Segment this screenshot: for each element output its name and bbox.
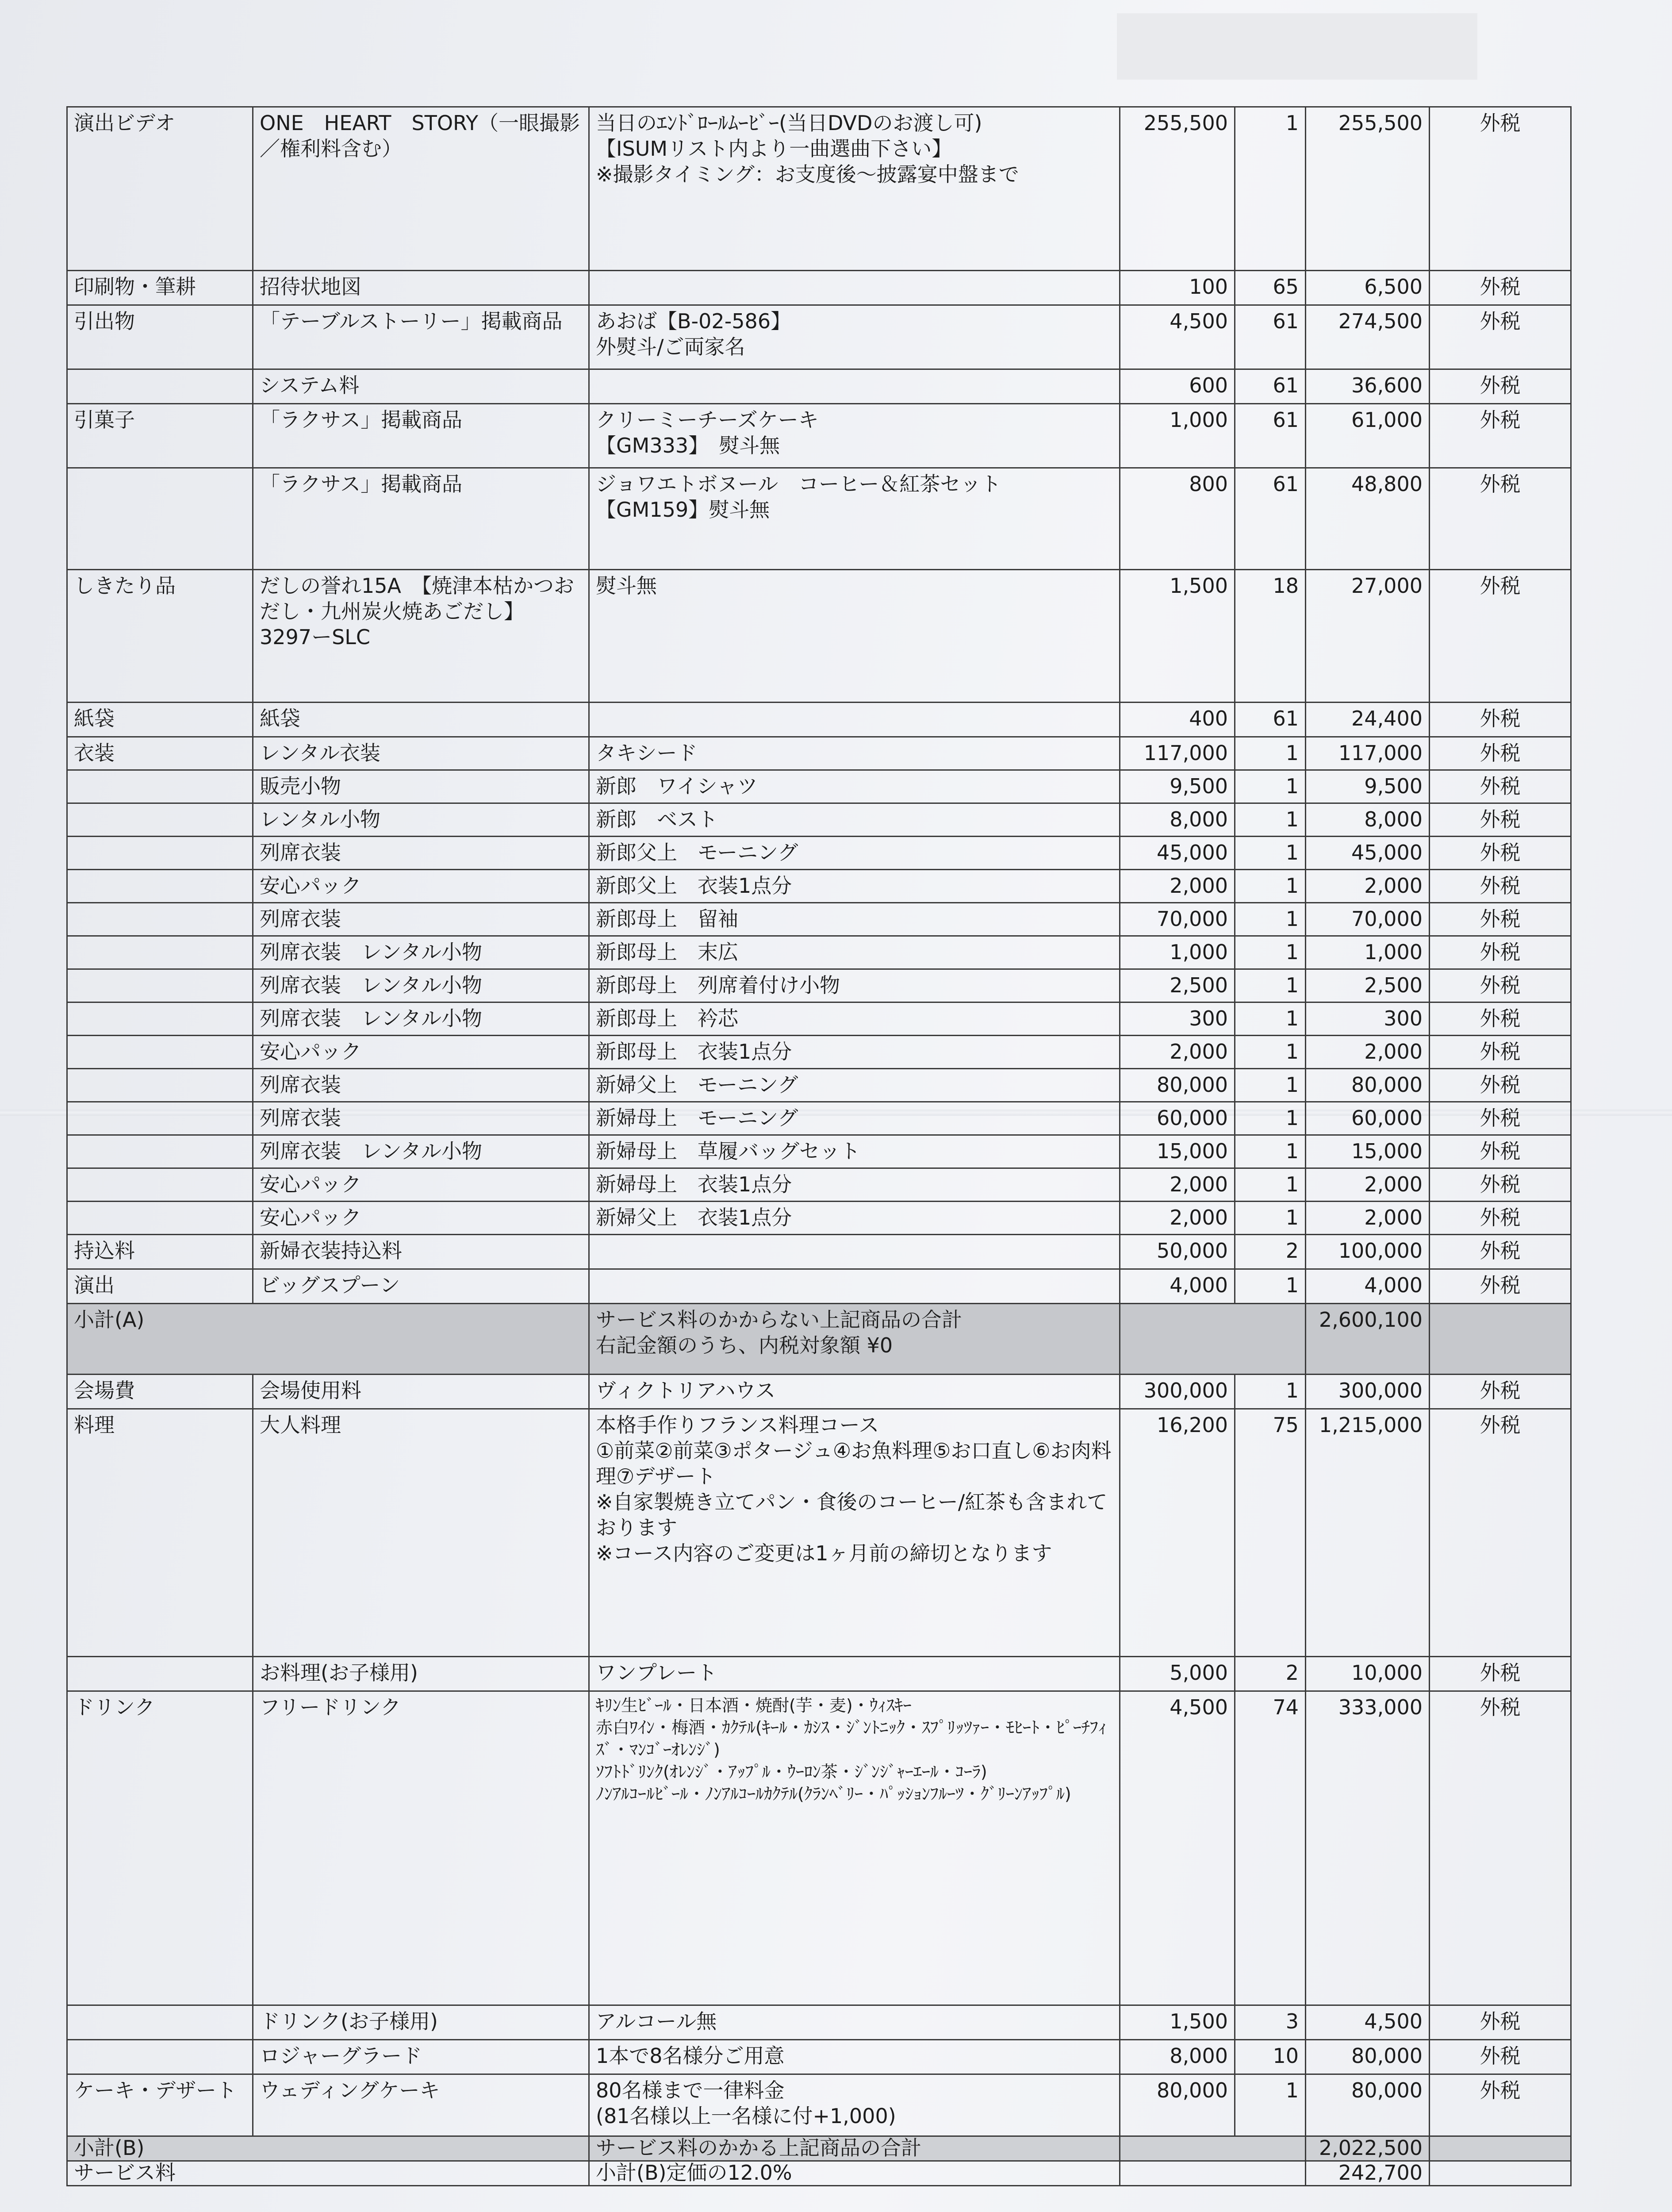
quantity-cell: 10 — [1235, 2040, 1306, 2074]
amount-cell: 6,500 — [1306, 271, 1430, 305]
unit-price-cell: 2,000 — [1120, 1202, 1235, 1235]
unit-price-cell: 2,000 — [1120, 870, 1235, 903]
subtotal-b-description: サービス料のかかる上記商品の合計 — [589, 2136, 1120, 2161]
unit-price-cell: 8,000 — [1120, 803, 1235, 837]
unit-price-cell: 255,500 — [1120, 107, 1235, 271]
table-row — [67, 803, 1571, 837]
subtotal-b-label: 小計(B) — [67, 2136, 589, 2161]
table-row — [67, 2074, 1571, 2136]
category-cell — [67, 369, 253, 404]
amount-cell: 4,500 — [1306, 2005, 1430, 2040]
empty-cell — [1120, 2136, 1306, 2161]
amount-cell: 80,000 — [1306, 1069, 1430, 1102]
tax-type-cell: 外税 — [1430, 903, 1571, 936]
item-cell: 安心パック — [253, 870, 589, 903]
tax-type-cell: 外税 — [1430, 107, 1571, 271]
table-row — [67, 404, 1571, 468]
service-fee-row — [67, 2161, 1571, 2186]
quantity-cell: 1 — [1235, 969, 1306, 1002]
quantity-cell: 1 — [1235, 1269, 1306, 1304]
quantity-cell: 1 — [1235, 903, 1306, 936]
table-row — [67, 903, 1571, 936]
quantity-cell: 61 — [1235, 404, 1306, 468]
quantity-cell: 61 — [1235, 369, 1306, 404]
description-cell: 新郎母上 留袖 — [589, 903, 1120, 936]
unit-price-cell: 8,000 — [1120, 2040, 1235, 2074]
description-cell: 新婦母上 モーニング — [589, 1102, 1120, 1135]
subtotal-a-description: サービス料のかからない上記商品の合計 右記金額のうち、内税対象額 ¥0 — [589, 1304, 1120, 1375]
quantity-cell: 1 — [1235, 737, 1306, 770]
description-cell: 熨斗無 — [589, 570, 1120, 703]
unit-price-cell: 800 — [1120, 468, 1235, 570]
description-cell — [589, 703, 1120, 737]
item-cell: 「テーブルストーリー」掲載商品 — [253, 305, 589, 369]
item-cell: 安心パック — [253, 1168, 589, 1202]
quantity-cell: 1 — [1235, 936, 1306, 969]
item-cell: 列席衣装 — [253, 903, 589, 936]
category-cell — [67, 1102, 253, 1135]
category-cell: 衣装 — [67, 737, 253, 770]
item-cell: レンタル衣装 — [253, 737, 589, 770]
description-cell: 新郎 ベスト — [589, 803, 1120, 837]
category-cell — [67, 837, 253, 870]
table-row — [67, 1269, 1571, 1304]
amount-cell: 1,215,000 — [1306, 1409, 1430, 1657]
table-row — [67, 1002, 1571, 1036]
category-cell — [67, 1135, 253, 1168]
quantity-cell: 1 — [1235, 1102, 1306, 1135]
description-cell: 新婦母上 衣装1点分 — [589, 1168, 1120, 1202]
subtotal-b-row — [67, 2136, 1571, 2161]
quantity-cell: 3 — [1235, 2005, 1306, 2040]
description-cell: 新婦父上 衣装1点分 — [589, 1202, 1120, 1235]
unit-price-cell: 1,500 — [1120, 570, 1235, 703]
description-cell — [589, 1269, 1120, 1304]
tax-type-cell: 外税 — [1430, 737, 1571, 770]
quantity-cell: 1 — [1235, 1375, 1306, 1409]
category-cell — [67, 803, 253, 837]
table-row — [67, 703, 1571, 737]
table-row — [67, 737, 1571, 770]
quantity-cell: 2 — [1235, 1235, 1306, 1269]
unit-price-cell: 16,200 — [1120, 1409, 1235, 1657]
amount-cell: 9,500 — [1306, 770, 1430, 803]
description-cell: ｷﾘﾝ生ﾋﾞｰﾙ・日本酒・焼酎(芋・麦)・ｳｨｽｷｰ 赤白ﾜｲﾝ・梅酒・ｶｸﾃﾙ(ｷｰﾙ・ｶｼｽ・ｼﾞﾝﾄﾆｯｸ・ｽﾌﾟﾘｯﾂｧｰ・ﾓﾋｰﾄ・ﾋﾟｰﾁﾌｨｽﾞ・ﾏﾝｺﾞｰｵﾚﾝｼﾞ) ｿﾌﾄﾄﾞﾘﾝｸ(ｵﾚﾝｼﾞ・ｱｯﾌﾟﾙ・ｳｰﾛﾝ茶・ｼﾞﾝｼﾞｬｰｴｰﾙ・ｺｰﾗ) ﾉﾝｱﾙｺｰﾙﾋﾞｰﾙ・ﾉﾝｱﾙｺｰﾙｶｸﾃﾙ(ｸﾗﾝﾍﾞﾘｰ・ﾊﾟｯｼｮﾝﾌﾙｰﾂ・ｸﾞﾘｰﾝｱｯﾌﾟﾙ) — [589, 1691, 1120, 2005]
item-cell: 列席衣装 レンタル小物 — [253, 1002, 589, 1036]
category-cell — [67, 936, 253, 969]
description-cell: あおば【B-02-586】 外熨斗/ご両家名 — [589, 305, 1120, 369]
estimate-table — [66, 106, 1572, 2186]
quantity-cell: 61 — [1235, 703, 1306, 737]
quantity-cell: 1 — [1235, 1168, 1306, 1202]
description-cell: 新郎母上 衣装1点分 — [589, 1036, 1120, 1069]
category-cell — [67, 1069, 253, 1102]
amount-cell: 60,000 — [1306, 1102, 1430, 1135]
table-row — [67, 969, 1571, 1002]
tax-type-cell: 外税 — [1430, 468, 1571, 570]
category-cell — [67, 770, 253, 803]
category-cell: 演出 — [67, 1269, 253, 1304]
unit-price-cell: 5,000 — [1120, 1657, 1235, 1691]
tax-type-cell: 外税 — [1430, 1102, 1571, 1135]
service-fee-amount: 242,700 — [1306, 2161, 1430, 2186]
tax-type-cell: 外税 — [1430, 2005, 1571, 2040]
tax-type-cell: 外税 — [1430, 1269, 1571, 1304]
amount-cell: 80,000 — [1306, 2074, 1430, 2136]
tax-type-cell: 外税 — [1430, 936, 1571, 969]
item-cell: ウェディングケーキ — [253, 2074, 589, 2136]
table-row — [67, 1375, 1571, 1409]
description-cell: 新婦父上 モーニング — [589, 1069, 1120, 1102]
unit-price-cell: 117,000 — [1120, 737, 1235, 770]
unit-price-cell: 300,000 — [1120, 1375, 1235, 1409]
description-cell: 当日のｴﾝﾄﾞﾛｰﾙﾑｰﾋﾞｰ(当日DVDのお渡し可) 【ISUMリスト内より一曲選曲下さい】 ※撮影タイミング：お支度後～披露宴中盤まで — [589, 107, 1120, 271]
tax-type-cell: 外税 — [1430, 1135, 1571, 1168]
category-cell — [67, 870, 253, 903]
amount-cell: 45,000 — [1306, 837, 1430, 870]
category-cell — [67, 2005, 253, 2040]
amount-cell: 80,000 — [1306, 2040, 1430, 2074]
description-cell — [589, 369, 1120, 404]
tax-type-cell: 外税 — [1430, 305, 1571, 369]
quantity-cell: 1 — [1235, 1135, 1306, 1168]
amount-cell: 8,000 — [1306, 803, 1430, 837]
service-fee-description: 小計(B)定価の12.0% — [589, 2161, 1120, 2186]
category-cell: 会場費 — [67, 1375, 253, 1409]
tax-type-cell: 外税 — [1430, 703, 1571, 737]
description-cell: アルコール無 — [589, 2005, 1120, 2040]
tax-type-cell: 外税 — [1430, 1002, 1571, 1036]
empty-cell — [1120, 2161, 1306, 2186]
table-row — [67, 1036, 1571, 1069]
table-row — [67, 1235, 1571, 1269]
item-cell: 列席衣装 レンタル小物 — [253, 1135, 589, 1168]
table-row — [67, 1691, 1571, 2005]
description-cell: 新郎母上 末広 — [589, 936, 1120, 969]
table-row — [67, 2005, 1571, 2040]
quantity-cell: 1 — [1235, 770, 1306, 803]
table-row — [67, 770, 1571, 803]
category-cell: 印刷物・筆耕 — [67, 271, 253, 305]
table-row — [67, 107, 1571, 271]
category-cell: 引菓子 — [67, 404, 253, 468]
table-row — [67, 1102, 1571, 1135]
subtotal-a-amount: 2,600,100 — [1306, 1304, 1430, 1375]
quantity-cell: 1 — [1235, 1036, 1306, 1069]
quantity-cell: 75 — [1235, 1409, 1306, 1657]
item-cell: 「ラクサス」掲載商品 — [253, 468, 589, 570]
description-cell: タキシード — [589, 737, 1120, 770]
item-cell: だしの誉れ15A 【焼津本枯かつおだし・九州炭火焼あごだし】 3297ーSLC — [253, 570, 589, 703]
quantity-cell: 1 — [1235, 1202, 1306, 1235]
tax-type-cell: 外税 — [1430, 1691, 1571, 2005]
description-cell: 新郎父上 衣装1点分 — [589, 870, 1120, 903]
quantity-cell: 61 — [1235, 305, 1306, 369]
table-row — [67, 1657, 1571, 1691]
empty-cell — [1430, 1304, 1571, 1375]
amount-cell: 70,000 — [1306, 903, 1430, 936]
item-cell: 新婦衣装持込料 — [253, 1235, 589, 1269]
description-cell: ヴィクトリアハウス — [589, 1375, 1120, 1409]
description-cell: クリーミーチーズケーキ 【GM333】 熨斗無 — [589, 404, 1120, 468]
table-row — [67, 570, 1571, 703]
table-row — [67, 369, 1571, 404]
category-cell — [67, 969, 253, 1002]
description-cell: 80名様まで一律料金 (81名様以上一名様に付+1,000) — [589, 2074, 1120, 2136]
tax-type-cell: 外税 — [1430, 1375, 1571, 1409]
table-row — [67, 468, 1571, 570]
amount-cell: 2,500 — [1306, 969, 1430, 1002]
description-cell: 新郎母上 列席着付け小物 — [589, 969, 1120, 1002]
subtotal-a-row — [67, 1304, 1571, 1375]
item-cell: 紙袋 — [253, 703, 589, 737]
unit-price-cell: 400 — [1120, 703, 1235, 737]
amount-cell: 2,000 — [1306, 1202, 1430, 1235]
tax-type-cell: 外税 — [1430, 1202, 1571, 1235]
unit-price-cell: 4,500 — [1120, 1691, 1235, 2005]
quantity-cell: 1 — [1235, 870, 1306, 903]
unit-price-cell: 60,000 — [1120, 1102, 1235, 1135]
unit-price-cell: 2,000 — [1120, 1036, 1235, 1069]
table-row — [67, 936, 1571, 969]
amount-cell: 4,000 — [1306, 1269, 1430, 1304]
quantity-cell: 1 — [1235, 803, 1306, 837]
unit-price-cell: 80,000 — [1120, 2074, 1235, 2136]
quantity-cell: 65 — [1235, 271, 1306, 305]
item-cell: 安心パック — [253, 1036, 589, 1069]
amount-cell: 36,600 — [1306, 369, 1430, 404]
tax-type-cell: 外税 — [1430, 2074, 1571, 2136]
table-row — [67, 305, 1571, 369]
table-row — [67, 1168, 1571, 1202]
category-cell — [67, 1202, 253, 1235]
quantity-cell: 74 — [1235, 1691, 1306, 2005]
quantity-cell: 1 — [1235, 107, 1306, 271]
item-cell: ONE HEART STORY（一眼撮影／権利料含む） — [253, 107, 589, 271]
description-cell: 1本で8名様分ご用意 — [589, 2040, 1120, 2074]
quantity-cell: 1 — [1235, 1069, 1306, 1102]
description-cell: ジョワエトボヌール コーヒー＆紅茶セット 【GM159】熨斗無 — [589, 468, 1120, 570]
amount-cell: 274,500 — [1306, 305, 1430, 369]
item-cell: 列席衣装 レンタル小物 — [253, 969, 589, 1002]
item-cell: 列席衣装 — [253, 837, 589, 870]
tax-type-cell: 外税 — [1430, 1168, 1571, 1202]
tax-type-cell: 外税 — [1430, 870, 1571, 903]
unit-price-cell: 50,000 — [1120, 1235, 1235, 1269]
redacted-area — [1117, 13, 1477, 80]
amount-cell: 24,400 — [1306, 703, 1430, 737]
tax-type-cell: 外税 — [1430, 969, 1571, 1002]
description-cell: 新郎母上 衿芯 — [589, 1002, 1120, 1036]
amount-cell: 2,000 — [1306, 1036, 1430, 1069]
table-row — [67, 870, 1571, 903]
tax-type-cell: 外税 — [1430, 837, 1571, 870]
description-cell: 新郎父上 モーニング — [589, 837, 1120, 870]
description-cell: 新郎 ワイシャツ — [589, 770, 1120, 803]
description-cell — [589, 1235, 1120, 1269]
unit-price-cell: 1,000 — [1120, 936, 1235, 969]
amount-cell: 2,000 — [1306, 1168, 1430, 1202]
tax-type-cell: 外税 — [1430, 271, 1571, 305]
subtotal-a-label: 小計(A) — [67, 1304, 589, 1375]
unit-price-cell: 2,500 — [1120, 969, 1235, 1002]
quantity-cell: 1 — [1235, 2074, 1306, 2136]
unit-price-cell: 15,000 — [1120, 1135, 1235, 1168]
quantity-cell: 1 — [1235, 837, 1306, 870]
item-cell: ロジャーグラード — [253, 2040, 589, 2074]
amount-cell: 2,000 — [1306, 870, 1430, 903]
category-cell: 料理 — [67, 1409, 253, 1657]
item-cell: システム料 — [253, 369, 589, 404]
amount-cell: 333,000 — [1306, 1691, 1430, 2005]
category-cell — [67, 2040, 253, 2074]
category-cell — [67, 468, 253, 570]
item-cell: ドリンク(お子様用) — [253, 2005, 589, 2040]
unit-price-cell: 300 — [1120, 1002, 1235, 1036]
amount-cell: 300 — [1306, 1002, 1430, 1036]
table-row — [67, 2040, 1571, 2074]
service-fee-label: サービス料 — [67, 2161, 589, 2186]
table-row — [67, 1069, 1571, 1102]
item-cell: 販売小物 — [253, 770, 589, 803]
quantity-cell: 61 — [1235, 468, 1306, 570]
category-cell: しきたり品 — [67, 570, 253, 703]
category-cell — [67, 903, 253, 936]
category-cell: ドリンク — [67, 1691, 253, 2005]
tax-type-cell: 外税 — [1430, 1409, 1571, 1657]
unit-price-cell: 100 — [1120, 271, 1235, 305]
table-row — [67, 271, 1571, 305]
empty-cell — [1430, 2161, 1571, 2186]
quantity-cell: 1 — [1235, 1002, 1306, 1036]
table-row — [67, 1409, 1571, 1657]
unit-price-cell: 80,000 — [1120, 1069, 1235, 1102]
category-cell — [67, 1036, 253, 1069]
description-cell: 新婦母上 草履バッグセット — [589, 1135, 1120, 1168]
amount-cell: 61,000 — [1306, 404, 1430, 468]
tax-type-cell: 外税 — [1430, 369, 1571, 404]
unit-price-cell: 1,500 — [1120, 2005, 1235, 2040]
unit-price-cell: 9,500 — [1120, 770, 1235, 803]
item-cell: 大人料理 — [253, 1409, 589, 1657]
tax-type-cell: 外税 — [1430, 2040, 1571, 2074]
item-cell: レンタル小物 — [253, 803, 589, 837]
unit-price-cell: 1,000 — [1120, 404, 1235, 468]
category-cell: 演出ビデオ — [67, 107, 253, 271]
empty-cell — [1430, 2136, 1571, 2161]
category-cell: 持込料 — [67, 1235, 253, 1269]
item-cell: お料理(お子様用) — [253, 1657, 589, 1691]
quantity-cell: 2 — [1235, 1657, 1306, 1691]
unit-price-cell: 600 — [1120, 369, 1235, 404]
tax-type-cell: 外税 — [1430, 570, 1571, 703]
amount-cell: 10,000 — [1306, 1657, 1430, 1691]
unit-price-cell: 70,000 — [1120, 903, 1235, 936]
category-cell — [67, 1168, 253, 1202]
description-cell — [589, 271, 1120, 305]
tax-type-cell: 外税 — [1430, 404, 1571, 468]
amount-cell: 117,000 — [1306, 737, 1430, 770]
description-cell: 本格手作りフランス料理コース ①前菜②前菜③ポタージュ④お魚料理⑤お口直し⑥お肉料理⑦デザート ※自家製焼き立てパン・食後のコーヒー/紅茶も含まれております ※コース内容のご変更は1ヶ月前の締切となります — [589, 1409, 1120, 1657]
description-cell: ワンプレート — [589, 1657, 1120, 1691]
item-cell: 招待状地図 — [253, 271, 589, 305]
quantity-cell: 18 — [1235, 570, 1306, 703]
item-cell: フリードリンク — [253, 1691, 589, 2005]
subtotal-b-amount: 2,022,500 — [1306, 2136, 1430, 2161]
tax-type-cell: 外税 — [1430, 1657, 1571, 1691]
table-row — [67, 1202, 1571, 1235]
tax-type-cell: 外税 — [1430, 1036, 1571, 1069]
empty-cell — [1120, 1304, 1306, 1375]
tax-type-cell: 外税 — [1430, 1235, 1571, 1269]
tax-type-cell: 外税 — [1430, 770, 1571, 803]
unit-price-cell: 4,000 — [1120, 1269, 1235, 1304]
category-cell: ケーキ・デザート — [67, 2074, 253, 2136]
item-cell: 安心パック — [253, 1202, 589, 1235]
item-cell: 会場使用料 — [253, 1375, 589, 1409]
tax-type-cell: 外税 — [1430, 803, 1571, 837]
unit-price-cell: 45,000 — [1120, 837, 1235, 870]
tax-type-cell: 外税 — [1430, 1069, 1571, 1102]
item-cell: 「ラクサス」掲載商品 — [253, 404, 589, 468]
item-cell: 列席衣装 — [253, 1069, 589, 1102]
table-row — [67, 837, 1571, 870]
category-cell — [67, 1002, 253, 1036]
unit-price-cell: 2,000 — [1120, 1168, 1235, 1202]
amount-cell: 100,000 — [1306, 1235, 1430, 1269]
amount-cell: 27,000 — [1306, 570, 1430, 703]
amount-cell: 300,000 — [1306, 1375, 1430, 1409]
category-cell: 紙袋 — [67, 703, 253, 737]
item-cell: 列席衣装 レンタル小物 — [253, 936, 589, 969]
amount-cell: 15,000 — [1306, 1135, 1430, 1168]
table-row — [67, 1135, 1571, 1168]
unit-price-cell: 4,500 — [1120, 305, 1235, 369]
amount-cell: 48,800 — [1306, 468, 1430, 570]
amount-cell: 1,000 — [1306, 936, 1430, 969]
category-cell: 引出物 — [67, 305, 253, 369]
item-cell: ビッグスプーン — [253, 1269, 589, 1304]
amount-cell: 255,500 — [1306, 107, 1430, 271]
category-cell — [67, 1657, 253, 1691]
item-cell: 列席衣装 — [253, 1102, 589, 1135]
